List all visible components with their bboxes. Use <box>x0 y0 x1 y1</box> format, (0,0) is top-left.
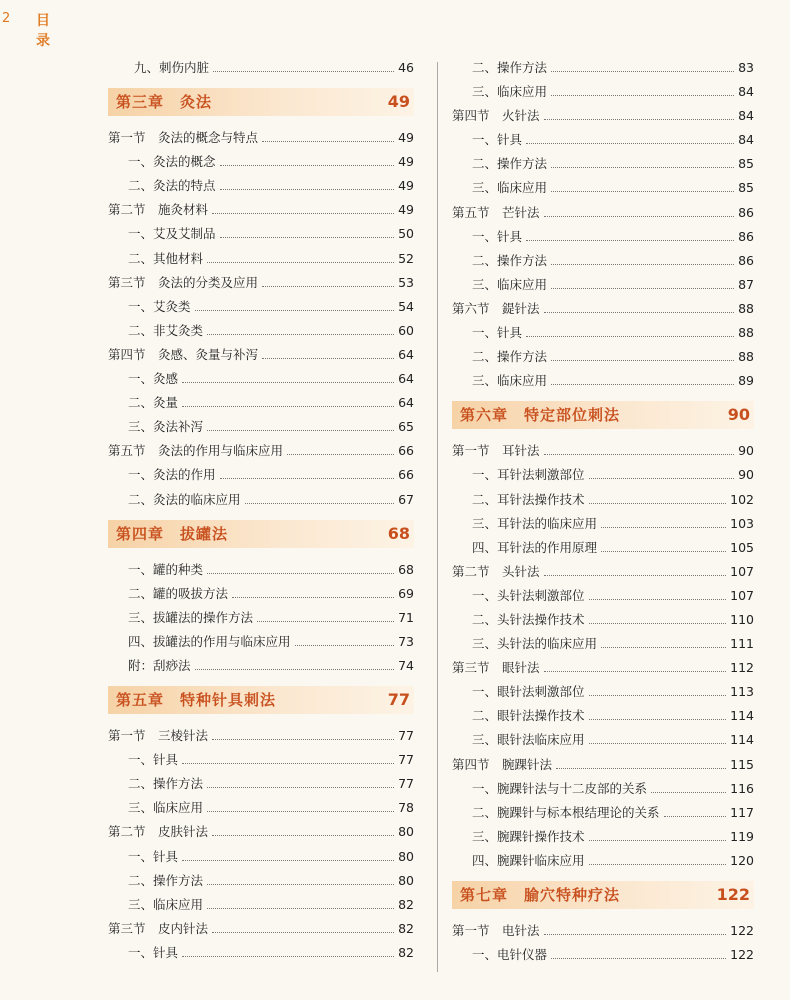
entry-title: 二、灸量 <box>128 395 179 411</box>
entry-title: 第三节 皮内针法 <box>108 920 209 936</box>
toc-subsection-entry[interactable] <box>452 128 754 152</box>
toc-section-entry[interactable] <box>108 724 414 748</box>
toc-subsection-entry[interactable] <box>108 488 414 512</box>
toc-subsection-entry[interactable] <box>108 295 414 319</box>
dot-leader <box>262 141 394 142</box>
dot-leader <box>589 478 734 479</box>
dot-leader <box>212 213 394 214</box>
chapter-title: 第六章 特定部位刺法 <box>460 406 621 425</box>
entry-title: 三、临床应用 <box>128 896 204 912</box>
dot-leader <box>551 958 726 959</box>
entry-title: 二、灸法的临床应用 <box>128 491 241 507</box>
toc-left-column <box>108 56 414 965</box>
dot-leader <box>544 216 734 217</box>
toc-subsection-entry[interactable] <box>452 608 754 632</box>
entry-title: 二、灸法的特点 <box>128 178 216 194</box>
entry-page-number: 80 <box>398 848 414 864</box>
entry-title: 第四节 灸感、灸量与补泻 <box>108 346 259 362</box>
toc-section-entry[interactable] <box>108 198 414 222</box>
entry-page-number: 84 <box>738 84 754 100</box>
header-title: 目录 <box>36 13 56 49</box>
dot-leader <box>551 288 734 289</box>
entry-title: 二、非艾灸类 <box>128 322 204 338</box>
toc-section-entry[interactable] <box>108 126 414 150</box>
entry-page-number: 90 <box>738 443 754 459</box>
dot-leader <box>589 503 726 504</box>
entry-title: 三、临床应用 <box>128 800 204 816</box>
entry-title: 二、操作方法 <box>472 349 548 365</box>
toc-subsection-entry[interactable] <box>452 536 754 560</box>
entry-page-number: 80 <box>398 824 414 840</box>
toc-subsection-entry[interactable] <box>108 463 414 487</box>
toc-subsection-entry[interactable] <box>452 704 754 728</box>
entry-page-number: 60 <box>398 322 414 338</box>
entry-page-number: 89 <box>738 373 754 389</box>
entry-page-number: 77 <box>398 728 414 744</box>
dot-leader <box>182 382 394 383</box>
entry-title: 一、针具 <box>472 228 523 244</box>
entry-page-number: 46 <box>398 60 414 75</box>
toc-subsection-entry[interactable] <box>108 367 414 391</box>
dot-leader <box>526 336 734 337</box>
entry-title: 二、罐的吸拔方法 <box>128 585 229 601</box>
entry-title: 二、操作方法 <box>472 252 548 268</box>
dot-leader <box>182 763 394 764</box>
dot-leader <box>287 454 394 455</box>
entry-title: 二、操作方法 <box>128 776 204 792</box>
toc-subsection-entry[interactable] <box>108 558 414 582</box>
entry-page-number: 64 <box>398 346 414 362</box>
entry-title: 一、眼针法刺激部位 <box>472 684 585 700</box>
entry-title: 三、腕踝针操作技术 <box>472 828 585 844</box>
dot-leader <box>207 573 394 574</box>
entry-title: 二、腕踝针与标本根结理论的关系 <box>472 804 660 820</box>
toc-subsection-entry[interactable] <box>452 680 754 704</box>
entry-title: 第二节 头针法 <box>452 563 540 579</box>
entry-title: 一、针具 <box>472 132 523 148</box>
entry-page-number: 117 <box>730 804 754 820</box>
dot-leader <box>295 645 394 646</box>
dot-leader <box>245 503 394 504</box>
entry-page-number: 52 <box>398 250 414 266</box>
toc-subsection-entry[interactable] <box>452 632 754 656</box>
toc-section-entry[interactable] <box>452 201 754 225</box>
toc-subsection-entry[interactable] <box>452 176 754 200</box>
entry-title: 九、刺伤内脏 <box>134 60 210 75</box>
entry-page-number: 49 <box>398 202 414 218</box>
chapter-heading[interactable] <box>452 401 754 429</box>
toc-subsection-entry[interactable] <box>108 582 414 606</box>
column-divider <box>437 62 438 972</box>
entry-page-number: 50 <box>398 226 414 242</box>
entry-title: 二、其他材料 <box>128 250 204 266</box>
entry-page-number: 112 <box>730 660 754 676</box>
dot-leader <box>207 787 394 788</box>
dot-leader <box>651 792 726 793</box>
toc-subsection-entry[interactable] <box>108 247 414 271</box>
entry-page-number: 74 <box>398 657 414 673</box>
chapter-heading[interactable] <box>452 881 754 909</box>
dot-leader <box>589 840 726 841</box>
toc-subsection-entry[interactable] <box>108 174 414 198</box>
entry-page-number: 86 <box>738 252 754 268</box>
entry-title: 二、眼针法操作技术 <box>472 708 585 724</box>
toc-section-entry[interactable] <box>108 820 414 844</box>
toc-subsection-entry[interactable] <box>108 654 414 678</box>
toc-subsection-entry[interactable] <box>452 728 754 752</box>
entry-title: 第五节 芒针法 <box>452 204 540 220</box>
page-number: 2 <box>2 11 11 26</box>
toc-section-entry[interactable] <box>452 560 754 584</box>
entry-page-number: 102 <box>730 491 754 507</box>
toc-subsection-entry[interactable] <box>108 893 414 917</box>
entry-title: 一、耳针法刺激部位 <box>472 467 585 483</box>
dot-leader <box>262 358 394 359</box>
chapter-heading[interactable] <box>108 686 414 714</box>
toc-subsection-entry[interactable] <box>452 152 754 176</box>
dot-leader <box>220 478 394 479</box>
toc-subsection-entry[interactable] <box>108 150 414 174</box>
dot-leader <box>526 143 734 144</box>
toc-subsection-entry[interactable] <box>452 777 754 801</box>
dot-leader <box>212 835 394 836</box>
entry-title: 一、针具 <box>128 848 179 864</box>
toc-section-entry[interactable] <box>108 271 414 295</box>
chapter-page-number: 90 <box>727 405 750 425</box>
dot-leader <box>551 384 734 385</box>
toc-subsection-entry[interactable] <box>452 943 754 967</box>
entry-page-number: 88 <box>738 349 754 365</box>
entry-title: 第四节 火针法 <box>452 108 540 124</box>
toc-subsection-entry[interactable] <box>452 369 754 393</box>
entry-title: 第二节 施灸材料 <box>108 202 209 218</box>
entry-title: 第三节 眼针法 <box>452 660 540 676</box>
entry-title: 一、电针仪器 <box>472 947 548 963</box>
entry-title: 一、灸法的作用 <box>128 467 216 483</box>
entry-page-number: 88 <box>738 325 754 341</box>
dot-leader <box>551 191 734 192</box>
toc-subsection-entry[interactable] <box>452 56 754 80</box>
dot-leader <box>207 884 394 885</box>
toc-section-entry[interactable] <box>108 917 414 941</box>
dot-leader <box>207 908 394 909</box>
entry-title: 三、临床应用 <box>472 276 548 292</box>
toc-subsection-entry[interactable] <box>452 273 754 297</box>
entry-page-number: 87 <box>738 276 754 292</box>
dot-leader <box>544 575 726 576</box>
entry-title: 第二节 皮肤针法 <box>108 824 209 840</box>
entry-title: 一、头针法刺激部位 <box>472 587 585 603</box>
entry-page-number: 53 <box>398 274 414 290</box>
dot-leader <box>220 237 394 238</box>
dot-leader <box>589 599 726 600</box>
entry-title: 一、针具 <box>128 944 179 960</box>
dot-leader <box>257 621 394 622</box>
toc-section-entry[interactable] <box>452 439 754 463</box>
entry-title: 第一节 电针法 <box>452 923 540 938</box>
dot-leader <box>213 71 394 72</box>
chapter-title: 第四章 拔罐法 <box>116 524 229 543</box>
entry-title: 第六节 鍉针法 <box>452 300 540 316</box>
entry-title: 一、腕踝针法与十二皮部的关系 <box>472 780 648 796</box>
entry-page-number: 103 <box>730 515 754 531</box>
entry-page-number: 115 <box>730 756 754 772</box>
dot-leader <box>589 623 726 624</box>
entry-page-number: 82 <box>398 944 414 960</box>
entry-page-number: 105 <box>730 539 754 555</box>
entry-page-number: 114 <box>730 732 754 748</box>
dot-leader <box>544 454 734 455</box>
entry-page-number: 64 <box>398 371 414 387</box>
dot-leader <box>182 860 394 861</box>
dot-leader <box>262 286 394 287</box>
toc-subsection-entry[interactable] <box>108 845 414 869</box>
entry-page-number: 66 <box>398 467 414 483</box>
toc-right-column <box>452 56 754 967</box>
entry-title: 四、拔罐法的作用与临床应用 <box>128 633 291 649</box>
entry-title: 二、操作方法 <box>472 156 548 172</box>
toc-subsection-entry[interactable] <box>452 801 754 825</box>
entry-page-number: 85 <box>738 156 754 172</box>
entry-title: 第一节 三棱针法 <box>108 728 209 744</box>
chapter-page-number: 49 <box>387 92 410 112</box>
toc-subsection-entry[interactable] <box>108 772 414 796</box>
chapter-heading[interactable] <box>108 520 414 548</box>
entry-page-number: 82 <box>398 896 414 912</box>
entry-page-number: 78 <box>398 800 414 816</box>
toc-subsection-entry[interactable] <box>108 796 414 820</box>
chapter-heading[interactable] <box>108 88 414 116</box>
entry-page-number: 54 <box>398 298 414 314</box>
entry-page-number: 69 <box>398 585 414 601</box>
entry-page-number: 66 <box>398 443 414 459</box>
dot-leader <box>556 768 726 769</box>
entry-page-number: 77 <box>398 776 414 792</box>
entry-title: 一、艾及艾制品 <box>128 226 216 242</box>
toc-subsection-entry[interactable] <box>108 606 414 630</box>
dot-leader <box>551 360 734 361</box>
entry-page-number: 114 <box>730 708 754 724</box>
dot-leader <box>544 119 734 120</box>
entry-page-number: 49 <box>398 154 414 170</box>
entry-page-number: 86 <box>738 204 754 220</box>
dot-leader <box>601 647 726 648</box>
entry-page-number: 71 <box>398 609 414 625</box>
entry-page-number: 84 <box>738 132 754 148</box>
dot-leader <box>182 956 394 957</box>
entry-page-number: 120 <box>730 852 754 868</box>
entry-title: 三、拔罐法的操作方法 <box>128 609 254 625</box>
toc-subsection-entry[interactable] <box>452 249 754 273</box>
dot-leader <box>232 597 394 598</box>
dot-leader <box>207 430 394 431</box>
toc-subsection-entry[interactable] <box>108 748 414 772</box>
entry-title: 一、灸法的概念 <box>128 154 216 170</box>
dot-leader <box>551 167 734 168</box>
dot-leader <box>195 669 394 670</box>
entry-title: 一、针具 <box>472 325 523 341</box>
entry-title: 一、针具 <box>128 752 179 768</box>
toc-subsection-entry[interactable] <box>452 825 754 849</box>
entry-title: 一、罐的种类 <box>128 561 204 577</box>
dot-leader <box>212 932 394 933</box>
dot-leader <box>220 189 394 190</box>
dot-leader <box>220 165 394 166</box>
toc-section-entry[interactable] <box>108 343 414 367</box>
dot-leader <box>207 811 394 812</box>
entry-title: 三、临床应用 <box>472 373 548 389</box>
dot-leader <box>207 262 394 263</box>
entry-page-number: 80 <box>398 872 414 888</box>
toc-subsection-entry[interactable] <box>108 391 414 415</box>
entry-page-number: 113 <box>730 684 754 700</box>
toc-subsection-entry[interactable] <box>452 345 754 369</box>
toc-subsection-entry[interactable] <box>452 225 754 249</box>
entry-title: 第四节 腕踝针法 <box>452 756 553 772</box>
entry-page-number: 111 <box>730 636 754 652</box>
toc-subsection-entry[interactable] <box>452 488 754 512</box>
toc-subsection-entry[interactable] <box>108 415 414 439</box>
entry-page-number: 116 <box>730 780 754 796</box>
dot-leader <box>195 310 394 311</box>
dot-leader <box>589 864 726 865</box>
entry-page-number: 49 <box>398 130 414 146</box>
dot-leader <box>207 334 394 335</box>
entry-page-number: 68 <box>398 561 414 577</box>
dot-leader <box>664 816 726 817</box>
entry-title: 三、耳针法的临床应用 <box>472 515 598 531</box>
dot-leader <box>551 71 734 72</box>
entry-title: 第五节 灸法的作用与临床应用 <box>108 443 284 459</box>
chapter-title: 第七章 腧穴特种疗法 <box>460 886 621 904</box>
entry-title: 三、眼针法临床应用 <box>472 732 585 748</box>
toc-subsection-entry[interactable] <box>108 941 414 965</box>
toc-subsection-entry[interactable] <box>452 849 754 873</box>
entry-page-number: 90 <box>738 467 754 483</box>
toc-section-entry[interactable] <box>452 753 754 777</box>
dot-leader <box>526 240 734 241</box>
dot-leader <box>212 739 394 740</box>
entry-title: 第三节 灸法的分类及应用 <box>108 274 259 290</box>
toc-subsection-entry[interactable] <box>108 630 414 654</box>
entry-page-number: 110 <box>730 611 754 627</box>
entry-page-number: 83 <box>738 60 754 75</box>
entry-page-number: 77 <box>398 752 414 768</box>
chapter-title: 第三章 灸法 <box>116 93 213 112</box>
entry-page-number: 107 <box>730 563 754 579</box>
entry-page-number: 84 <box>738 108 754 124</box>
entry-title: 二、耳针法操作技术 <box>472 491 585 507</box>
chapter-title: 第五章 特种针具刺法 <box>116 691 277 710</box>
dot-leader <box>551 264 734 265</box>
toc-subsection-entry[interactable] <box>452 463 754 487</box>
toc-subsection-entry[interactable] <box>108 869 414 893</box>
chapter-page-number: 68 <box>387 523 410 543</box>
dot-leader <box>544 312 734 313</box>
entry-page-number: 64 <box>398 395 414 411</box>
entry-page-number: 82 <box>398 920 414 936</box>
toc-subsection-entry[interactable] <box>452 321 754 345</box>
toc-subsection-entry[interactable] <box>452 584 754 608</box>
toc-section-entry[interactable] <box>108 439 414 463</box>
entry-title: 四、耳针法的作用原理 <box>472 539 598 555</box>
entry-title: 二、头针法操作技术 <box>472 611 585 627</box>
dot-leader <box>601 551 726 552</box>
entry-title: 三、临床应用 <box>472 180 548 196</box>
entry-title: 二、操作方法 <box>128 872 204 888</box>
dot-leader <box>551 95 734 96</box>
toc-subsection-entry[interactable] <box>452 80 754 104</box>
toc-subsection-entry[interactable] <box>108 222 414 246</box>
toc-section-entry[interactable] <box>452 919 754 943</box>
entry-page-number: 67 <box>398 491 414 507</box>
entry-title: 第一节 灸法的概念与特点 <box>108 130 259 146</box>
entry-title: 三、临床应用 <box>472 84 548 100</box>
entry-page-number: 49 <box>398 178 414 194</box>
dot-leader <box>589 719 726 720</box>
dot-leader <box>589 695 726 696</box>
entry-page-number: 88 <box>738 300 754 316</box>
chapter-page-number: 77 <box>387 690 410 710</box>
toc-subsection-entry[interactable] <box>452 512 754 536</box>
dot-leader <box>182 406 394 407</box>
entry-page-number: 86 <box>738 228 754 244</box>
entry-page-number: 107 <box>730 587 754 603</box>
entry-title: 第一节 耳针法 <box>452 443 540 459</box>
entry-title: 附：刮痧法 <box>128 657 191 673</box>
toc-subsection-entry[interactable] <box>108 56 414 80</box>
entry-title: 一、灸感 <box>128 371 179 387</box>
entry-title: 三、灸法补泻 <box>128 419 204 435</box>
entry-title: 三、头针法的临床应用 <box>472 636 598 652</box>
entry-page-number: 73 <box>398 633 414 649</box>
toc-subsection-entry[interactable] <box>108 319 414 343</box>
chapter-page-number: 122 <box>716 885 750 904</box>
toc-section-entry[interactable] <box>452 656 754 680</box>
entry-title: 二、操作方法 <box>472 60 548 75</box>
entry-title: 四、腕踝针临床应用 <box>472 852 585 868</box>
toc-section-entry[interactable] <box>452 104 754 128</box>
entry-page-number: 122 <box>730 947 754 963</box>
dot-leader <box>544 934 726 935</box>
dot-leader <box>589 743 726 744</box>
entry-page-number: 119 <box>730 828 754 844</box>
entry-page-number: 122 <box>730 923 754 938</box>
dot-leader <box>544 671 726 672</box>
entry-page-number: 65 <box>398 419 414 435</box>
entry-title: 一、艾灸类 <box>128 298 191 314</box>
dot-leader <box>601 527 726 528</box>
toc-section-entry[interactable] <box>452 297 754 321</box>
entry-page-number: 85 <box>738 180 754 196</box>
